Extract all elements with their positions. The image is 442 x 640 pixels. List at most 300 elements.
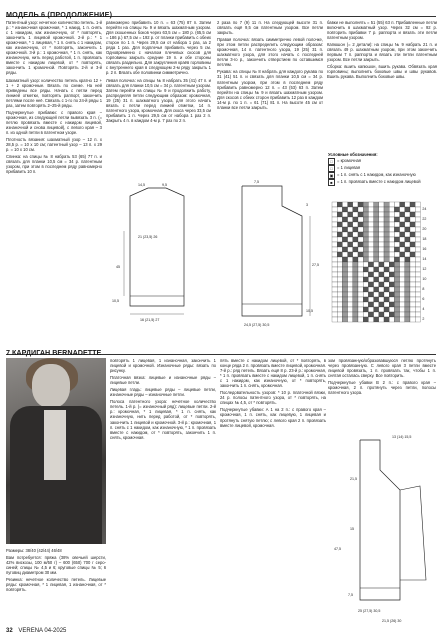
chart-cell (353, 312, 358, 317)
chart-cell (384, 292, 389, 297)
chart-cell (384, 262, 389, 267)
chart-cell (363, 222, 368, 227)
chart-cell (410, 227, 415, 232)
chart-cell (410, 232, 415, 237)
chart-cell (394, 227, 399, 232)
chart-cell (405, 227, 410, 232)
chart-cell (405, 282, 410, 287)
chart-cell (389, 242, 394, 247)
chart-cell (348, 222, 353, 227)
chart-cell (353, 317, 358, 322)
chart-row-label: 6 (422, 297, 425, 301)
chart-cell (389, 272, 394, 277)
legend-title: Условные обозначения: (328, 152, 378, 157)
chart-cell (379, 217, 384, 222)
chart-cell (363, 262, 368, 267)
chart-cell (337, 262, 342, 267)
chart-cell (368, 252, 373, 257)
chart-cell (374, 252, 379, 257)
chart-cell (410, 262, 415, 267)
chart-cell (394, 312, 399, 317)
legend-text: = 1 п. снять с 1 накидом, как изнаночную (337, 172, 416, 178)
chart-cell (348, 262, 353, 267)
chart-cell (379, 297, 384, 302)
chart-cell (410, 207, 415, 212)
chart-cell (389, 307, 394, 312)
chart-cell (400, 297, 405, 302)
chart-cell (384, 242, 389, 247)
chart-cell (374, 222, 379, 227)
chart-cell (389, 222, 394, 227)
chart-cell (374, 282, 379, 287)
paragraph: Капюшон (= 2 детали): на спицы № 9 набрать 21 п. и связать 49 р. шахматным узором, при этом закончить первым 7 п. раппорта и вязать эти петли патентным узором. Все петли закрыть. (327, 42, 437, 63)
sizes-block (6, 548, 106, 594)
chart-cell (389, 207, 394, 212)
chart-cell (394, 222, 399, 227)
chart-cell (384, 222, 389, 227)
chart-cell (358, 282, 363, 287)
chart-cell (348, 272, 353, 277)
chart-cell (337, 312, 342, 317)
chart-row-label: 18 (422, 237, 427, 241)
chart-cell (348, 277, 353, 282)
chart-cell (410, 222, 415, 227)
chart-cell (379, 247, 384, 252)
chart-cell (394, 272, 399, 277)
chart-cell (363, 287, 368, 292)
chart-cell (348, 207, 353, 212)
dim-label: 3 (306, 203, 308, 207)
chart-cell (394, 297, 399, 302)
chart-cell (368, 247, 373, 252)
chart-cell (358, 302, 363, 307)
paragraph: 2 раза по 7 (9) 11 п. На следующей высоте 31 п. связать ещё 9,5 см патентным узором. Все петли закрыть. (217, 20, 323, 36)
chart-cell (332, 247, 337, 252)
chart-cell (405, 267, 410, 272)
chart-cell (353, 267, 358, 272)
chart-cell (342, 252, 347, 257)
chart-cell (400, 272, 405, 277)
chart-cell (353, 202, 358, 207)
chart-cell (405, 237, 410, 242)
chart-cell (410, 247, 415, 252)
chart-cell (405, 297, 410, 302)
schematic-back-sleeve (108, 176, 218, 341)
chart-cell (384, 297, 389, 302)
chart-cell (363, 257, 368, 262)
chart-cell (337, 232, 342, 237)
chart-cell (363, 212, 368, 217)
paragraph: Лицевая гладь: лицевые ряды – лицевые петли, изнаночные ряды – изнаночные петли. (110, 387, 216, 398)
chart-cell (415, 212, 420, 217)
chart-cell (358, 312, 363, 317)
chart-cell (368, 287, 373, 292)
chart-cell (342, 207, 347, 212)
chart-cell (410, 277, 415, 282)
chart-cell (337, 227, 342, 232)
chart-cell (405, 307, 410, 312)
symbol-legend (328, 152, 438, 186)
chart-cell (400, 317, 405, 322)
chart-cell (389, 267, 394, 272)
chart-cell (342, 267, 347, 272)
chart-cell (353, 302, 358, 307)
chart-cell (337, 272, 342, 277)
chart-cell (337, 252, 342, 257)
legend-text: = 1 лицевая (337, 165, 361, 171)
chart-row-label: 4 (422, 307, 425, 311)
chart-cell (368, 207, 373, 212)
chart-cell (394, 267, 399, 272)
chart-cell (389, 212, 394, 217)
chart-cell (342, 277, 347, 282)
chart-cell (332, 237, 337, 242)
chart-cell (389, 302, 394, 307)
chart-row-label: 20 (422, 227, 427, 231)
chart-cell (368, 212, 373, 217)
chart-cell (405, 202, 410, 207)
schematic-outline (242, 186, 302, 316)
chart-cell (353, 252, 358, 257)
chart-cell (348, 247, 353, 252)
chart-cell (405, 272, 410, 277)
chart-cell (415, 302, 420, 307)
chart-cell (342, 287, 347, 292)
chart-cell (384, 302, 389, 307)
chart-cell (363, 307, 368, 312)
chart-cell (332, 272, 337, 277)
chart-cell (389, 247, 394, 252)
chart-cell (379, 252, 384, 257)
chart-cell (332, 297, 337, 302)
chart-cell (394, 317, 399, 322)
chart-cell (374, 287, 379, 292)
chart-cell (332, 242, 337, 247)
chart-cell (389, 232, 394, 237)
paragraph: Резинка: нечетное количество петель. Лицевые ряды: кромочная, * 1 лицевая, 1 изнаночная, от * повторять. (6, 577, 106, 593)
chart-cell (405, 287, 410, 292)
paragraph: Левая полочка: на спицы № 8 набрать 35 (41) 47 п. и связать для планки 10,5 см = 34 р. патентным узором. Затем перейти на спицы № 9 и продолжить работу, распределяя петли следующим образом: кромочная, 19 (25) 31 п. шахматного узора, для этого начать вязать с петли перед линией отметки, 14 п. патентного узора, кромочная. Для скоса через 33,5 см прибавить 1 п. Через 29,5 см от набора 1 раз 2 п. Закрыть 4 п. в каждом 4-м р. 7 раз по 2 п. (106, 77, 211, 123)
chart-cell (363, 232, 368, 237)
chart-cell (368, 237, 373, 242)
chart-cell (337, 237, 342, 242)
chart-cell (394, 277, 399, 282)
paragraph: равномерно прибавить 10 п. = 63 (75) 87 п. Затем перейти на спицы № 9 и вязать шахматным узором. Для скошенных боков через 63,5 см = 180 р. (65,5 см = 186 р.) 67,5 см = 192 р. от планки прибавить с обеих сторон по 1 п. Через 29,5 см от набора 1 раз, за 2 ряда 1 раз. Для подплечья прибавить через 5 см. Одновременно с началом плечевых скосов для горловины закрыть средние 19 п. и обе стороны связать раздельно. Для закругления краёв горловины с внутреннего края в следующем 2-м ряду закрыть 1 р. 2 п. Вязать обе половинки симметрично. (106, 20, 211, 76)
schematic-outline (400, 486, 426, 580)
chart-cell (368, 217, 373, 222)
chart-cell (400, 292, 405, 297)
chart-cell (379, 277, 384, 282)
chart-cell (358, 232, 363, 237)
chart-cell (374, 272, 379, 277)
chart-cell (353, 282, 358, 287)
chart-cell (353, 222, 358, 227)
chart-cell (358, 207, 363, 212)
chart-cell (332, 307, 337, 312)
paragraph: Спинка: на спицы № 8 набрать 53 (65) 77 п. и связать для планки 10,5 см = 34 р. патентным узором, при этом в последнем ряду равномерно прибавить 10 п. (6, 154, 102, 175)
chart-cell (384, 232, 389, 237)
chart-cell (368, 242, 373, 247)
chart-cell (358, 217, 363, 222)
chart-cell (337, 282, 342, 287)
chart-cell (415, 317, 420, 322)
chart-cell (368, 317, 373, 322)
photo-shirt (44, 410, 66, 480)
chart-cell (379, 302, 384, 307)
chart-cell (374, 297, 379, 302)
chart-cell (410, 237, 415, 242)
dim-label: 25 (27,5) 30,5 (358, 609, 381, 613)
chart-cell (368, 262, 373, 267)
chart-cell (410, 212, 415, 217)
legend-row (328, 179, 438, 186)
chart-row-label: 2 (422, 317, 425, 321)
chart-cell (363, 277, 368, 282)
dim-label: 27,5 (312, 263, 319, 267)
chart-cell (337, 317, 342, 322)
chart-cell (342, 312, 347, 317)
section-header (6, 342, 436, 355)
chart-cell (332, 267, 337, 272)
chart-cell (415, 292, 420, 297)
chart-cell (405, 302, 410, 307)
chart-cell (379, 232, 384, 237)
chart-cell (389, 282, 394, 287)
chart-cell (348, 302, 353, 307)
chart-cell (332, 302, 337, 307)
chart-cell (379, 237, 384, 242)
chart-cell (410, 307, 415, 312)
chart-cell (410, 217, 415, 222)
chart-cell (410, 297, 415, 302)
chart-cell (410, 312, 415, 317)
chart-cell (400, 307, 405, 312)
chart-cell (405, 317, 410, 322)
chart-cell (405, 312, 410, 317)
chart-cell (332, 262, 337, 267)
chart-cell (363, 202, 368, 207)
page-footer (6, 628, 436, 638)
chart-cell (394, 257, 399, 262)
chart-cell (358, 247, 363, 252)
chart-cell (363, 272, 368, 277)
chart-cell (353, 277, 358, 282)
chart-row-label: 8 (422, 287, 425, 291)
schematic-front (222, 176, 322, 341)
chart-cell (415, 242, 420, 247)
chart-cell (400, 257, 405, 262)
chart-cell (400, 312, 405, 317)
legend-row (328, 172, 438, 179)
chart-cell (384, 282, 389, 287)
chart-cell (342, 227, 347, 232)
chart-cell (400, 252, 405, 257)
chart-cell (415, 307, 420, 312)
chart-cell (415, 282, 420, 287)
chart-cell (337, 242, 342, 247)
dim-label: 47,5 (334, 547, 341, 551)
chart-cell (353, 247, 358, 252)
chart-cell (353, 287, 358, 292)
section-header (6, 4, 436, 17)
dim-label: 7,5 (254, 180, 259, 184)
chart-cell (384, 287, 389, 292)
chart-cell (384, 317, 389, 322)
chart-cell (394, 237, 399, 242)
chart-cell (410, 302, 415, 307)
chart-cell (400, 242, 405, 247)
chart-cell (394, 207, 399, 212)
chart-cell (348, 217, 353, 222)
chart-cell (405, 262, 410, 267)
chart-cell (405, 277, 410, 282)
chart-cell (400, 287, 405, 292)
dim-label: 21 (23,5) 26 (138, 235, 158, 239)
chart-cell (363, 297, 368, 302)
chart-cell (374, 202, 379, 207)
chart-cell (400, 222, 405, 227)
chart-cell (348, 257, 353, 262)
chart-cell (342, 302, 347, 307)
chart-cell (337, 207, 342, 212)
chart-cell (410, 242, 415, 247)
text-column-7 (328, 358, 436, 428)
chart-cell (363, 237, 368, 242)
chart-cell (332, 227, 337, 232)
chart-cell (342, 317, 347, 322)
chart-cell (342, 237, 347, 242)
chart-cell (348, 242, 353, 247)
chart-cell (332, 212, 337, 217)
chart-cell (405, 242, 410, 247)
chart-cell (389, 277, 394, 282)
paragraph: бавки не выполнять = 51 (55) 63 п. Прибавленные петли включить в шахматный узор. Через 32 см = 92 р. повторить прибавки 7 р. раппорта и вязать эти петли патентным узором. (327, 20, 437, 41)
chart-cell (342, 297, 347, 302)
chart-cell (415, 272, 420, 277)
chart-cell (389, 297, 394, 302)
chart-cell (358, 242, 363, 247)
chart-cell (410, 287, 415, 292)
chart-cell (368, 302, 373, 307)
chart-cell (389, 287, 394, 292)
chart-cell (332, 277, 337, 282)
paragraph: Подчеркнутые убавки: А 1 на 2 п.: с правого края – кромочная, 1 п. снять, как лицевую, 1 лицевая и протянуть снятую петлю; с левого края 2 п. провязать вместе лицевой, кромочная. (220, 407, 326, 428)
chart-cell (342, 222, 347, 227)
chart-cell (394, 232, 399, 237)
chart-cell (337, 307, 342, 312)
dim-label: 10,5 (306, 309, 313, 313)
chart-cell (337, 212, 342, 217)
chart-cell (384, 227, 389, 232)
chart-row-label: 14 (422, 257, 427, 261)
chart-cell (332, 287, 337, 292)
chart-cell (342, 262, 347, 267)
chart-cell (342, 257, 347, 262)
chart-cell (389, 292, 394, 297)
chart-row-label: 12 (422, 267, 427, 271)
chart-cell (368, 267, 373, 272)
chart-cell (415, 262, 420, 267)
paragraph: Плотность вязания: шахматный узор – 12 п. х 28,5 р. = 10 х 10 см; патентный узор – 13 п. х 29 р. = 10 х 10 см. (6, 137, 102, 153)
chart-cell (363, 227, 368, 232)
chart-cell (374, 257, 379, 262)
model-photo (6, 358, 106, 544)
chart-cell (363, 242, 368, 247)
chart-cell (353, 262, 358, 267)
chart-cell (410, 317, 415, 322)
chart-cell (348, 292, 353, 297)
legend-symbol: ■ (328, 179, 335, 186)
dim-label: 14,5 (138, 183, 145, 187)
chart-cell (337, 257, 342, 262)
chart-cell (353, 227, 358, 232)
chart-cell (405, 292, 410, 297)
chart-cell (394, 252, 399, 257)
chart-cell (389, 257, 394, 262)
chart-cell (363, 292, 368, 297)
chart-cell (332, 217, 337, 222)
dim-label: 15 (350, 527, 354, 531)
chart-cell (332, 252, 337, 257)
chart-cell (384, 247, 389, 252)
chart-cell (394, 247, 399, 252)
chart-cell (405, 212, 410, 217)
paragraph: Сборка: вшить капюшон, вшить рукава. Обвязать края горловины; выполнить боковые швы и швы рукавов. Вшить рукава. Выполнить боковые швы. (327, 64, 437, 80)
chart-cell (400, 217, 405, 222)
chart-cell (374, 262, 379, 267)
chart-cell (379, 292, 384, 297)
chart-cell (353, 257, 358, 262)
chart-cell (358, 257, 363, 262)
dim-label: 10,5 (112, 299, 119, 303)
chart-cell (353, 212, 358, 217)
chart-row-label: 22 (422, 217, 427, 221)
text-column-4 (327, 20, 437, 138)
chart-cell (363, 317, 368, 322)
chart-cell (342, 307, 347, 312)
chart-cell (389, 237, 394, 242)
chart-cell (379, 272, 384, 277)
chart-cell (400, 247, 405, 252)
section-title: 7 КАРДИГАН BERNADETTE (6, 348, 102, 357)
chart-cell (337, 287, 342, 292)
chart-cell (342, 212, 347, 217)
chart-cell (394, 212, 399, 217)
chart-cell (405, 252, 410, 257)
legend-symbol: □ (328, 165, 335, 172)
chart-cell (348, 267, 353, 272)
chart-cell (368, 257, 373, 262)
chart-cell (374, 232, 379, 237)
chart-cell (348, 312, 353, 317)
dim-label: 21,5 (26) 30 (382, 619, 402, 623)
legend-text: = 1 п. провязать вместе с накидом лицевой (337, 179, 421, 185)
chart-cell (394, 217, 399, 222)
paragraph: Размеры: 38/40 (42/44) 46/48 (6, 548, 62, 553)
chart-cell (400, 277, 405, 282)
chart-cell (368, 277, 373, 282)
chart-cell (384, 272, 389, 277)
chart-cell (353, 232, 358, 237)
chart-cell (342, 247, 347, 252)
paragraph: Патентный узор: нечетное количество петель. 1-й р.: * изнаночная кромочная, * 1 накид, 1 п. снять с 1 накидом, как изнаночную, от * повторять, закончить 1 лицевой кромочной. 2-й р.: * 1 кромочная, * 1 лицевая, * 1 п. снять с 1 накидом, как изнаночную, от * повторять, закончить 1 кромочной. 3-й р.: 1 кромочная, * 1 п. снять, как изнаночную, нить перед работой, 1 п. провязать вместе с накидом лицевой, от * повторять, закончить 1 кромочной. Повторять 2-й и 3-й ряды. (6, 20, 102, 76)
magazine-brand: VERENA 04-2025 (18, 628, 67, 634)
chart-cell (353, 297, 358, 302)
chart-cell (342, 292, 347, 297)
chart-cell (394, 202, 399, 207)
chart-cell (358, 292, 363, 297)
chart-cell (415, 312, 420, 317)
